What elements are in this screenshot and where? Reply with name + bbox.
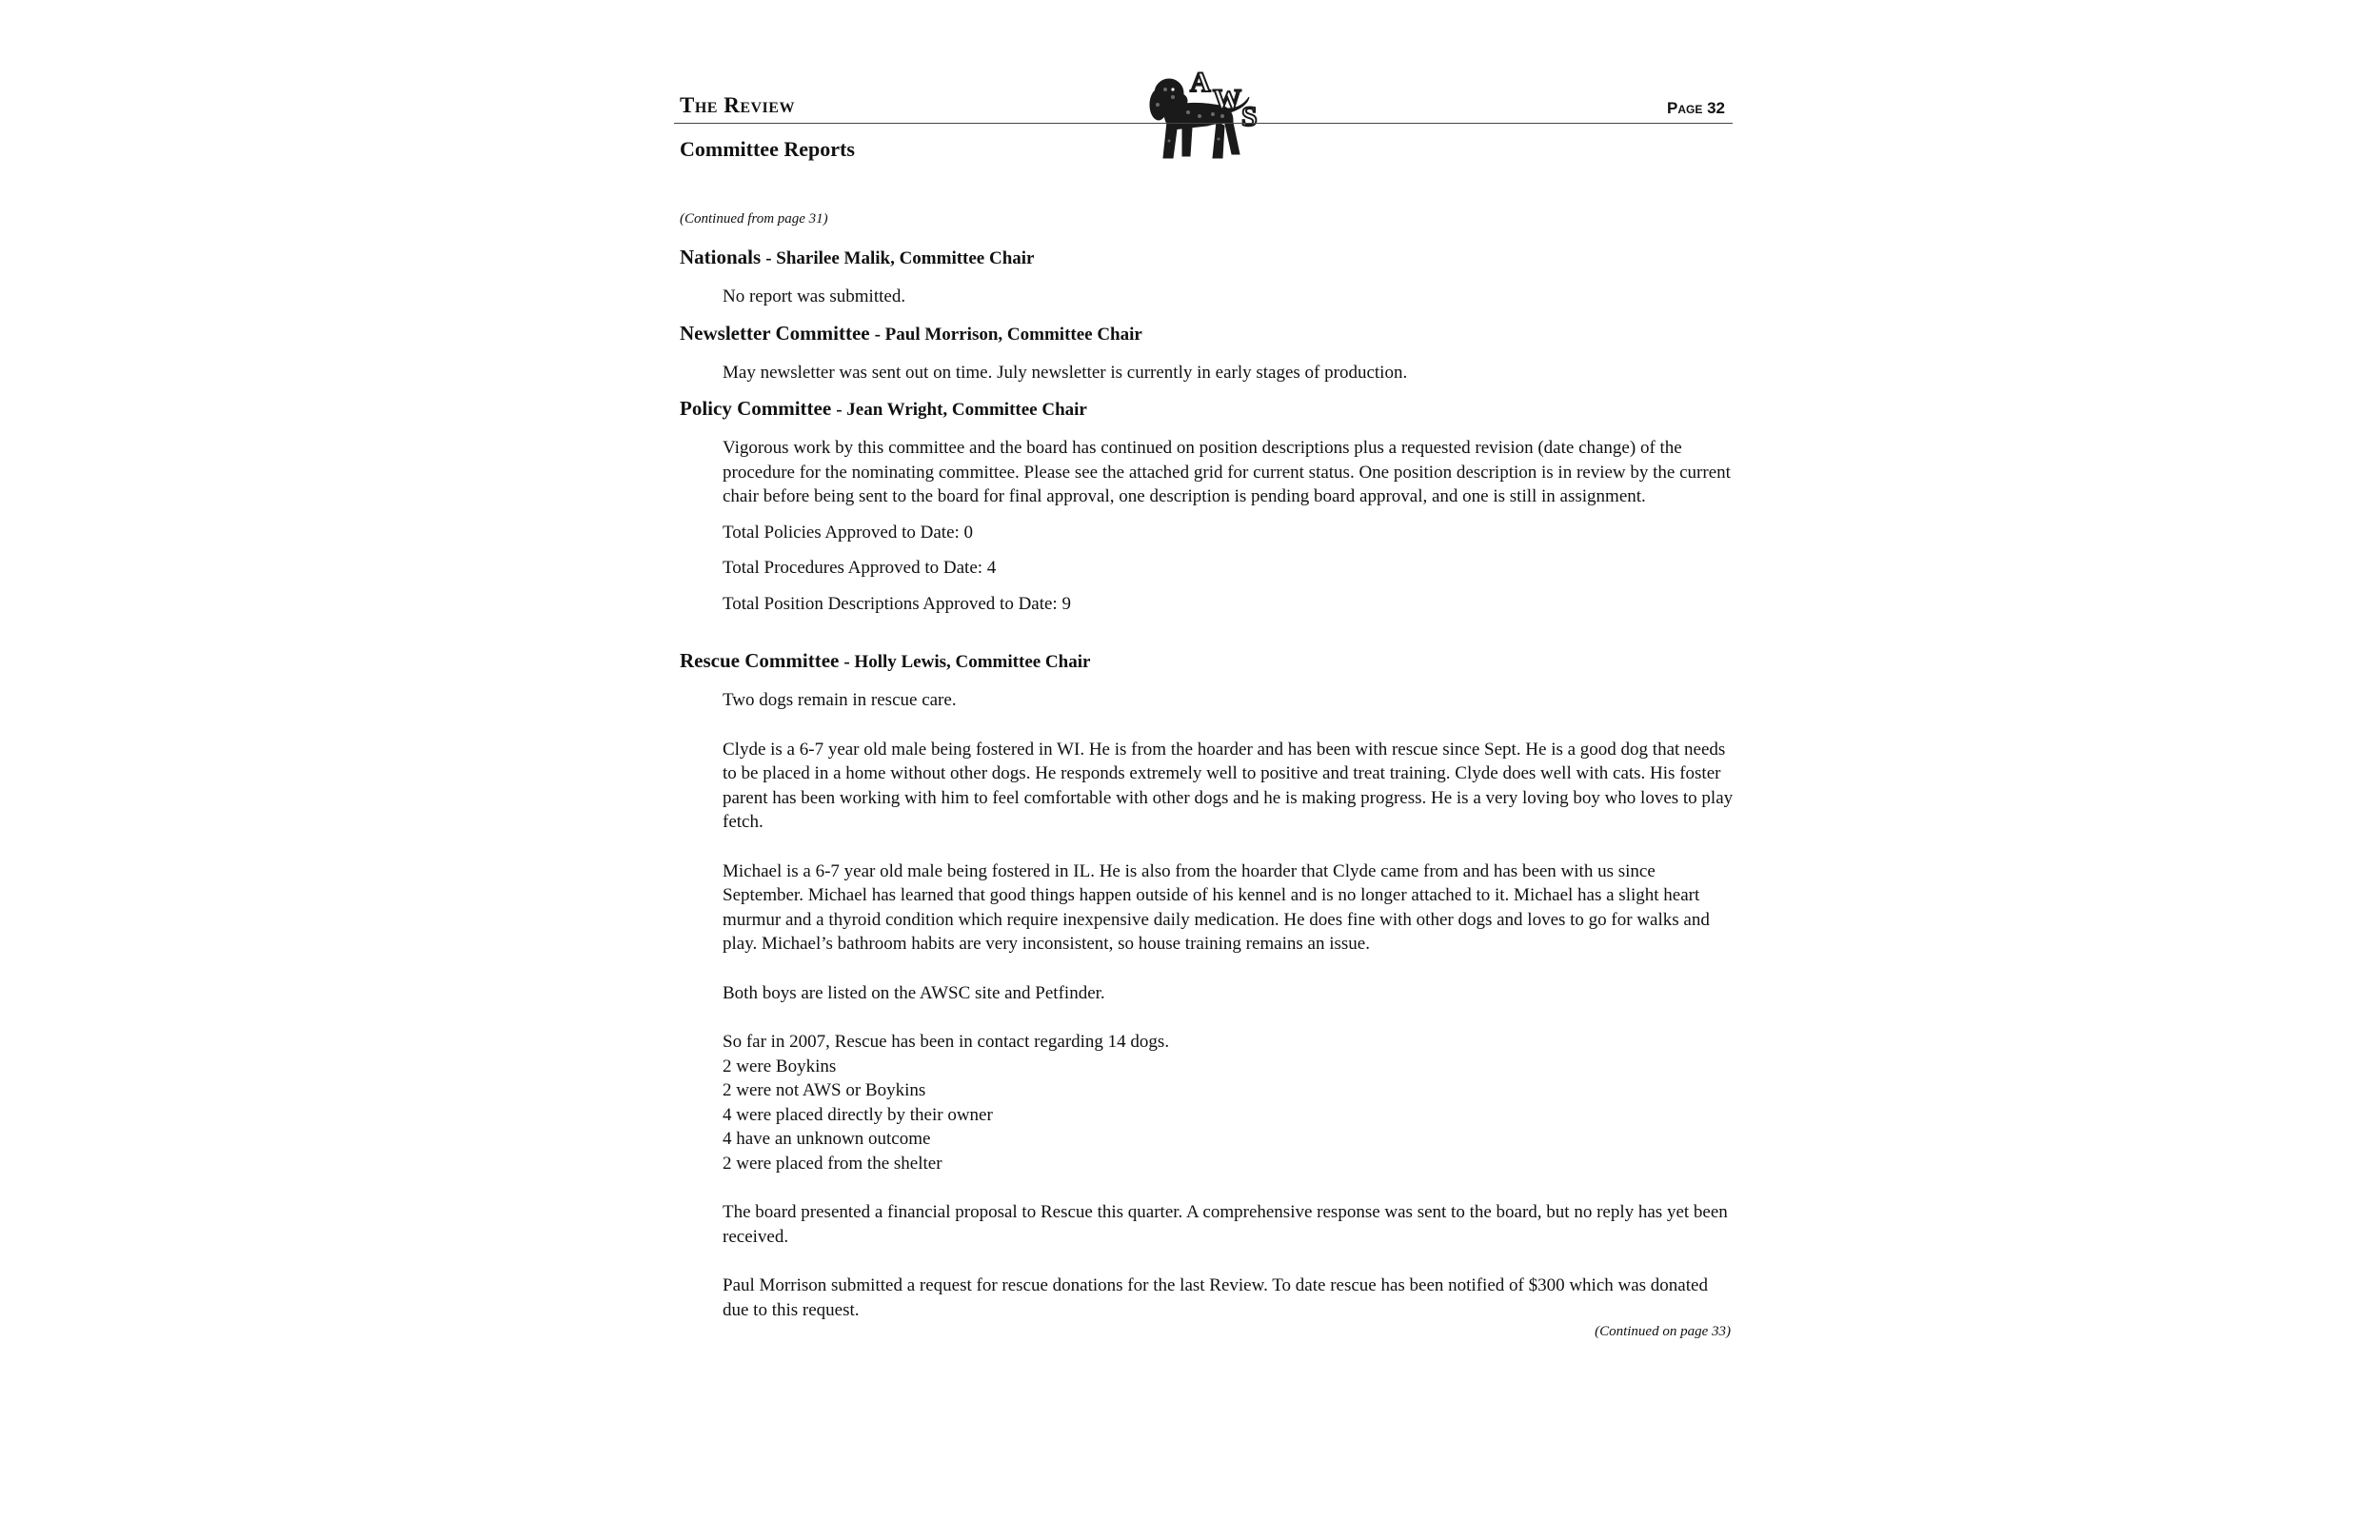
committee-name: Rescue Committee [680, 649, 840, 672]
svg-text:S: S [1241, 101, 1258, 132]
list-item: 2 were not AWS or Boykins [723, 1080, 926, 1100]
financial-proposal-paragraph: The board presented a financial proposal to Rescue this quarter. A comprehensive response was sent to the board, but no reply has yet been received. [723, 1202, 1728, 1247]
committee-nationals [680, 245, 1735, 309]
svg-text:W: W [1213, 84, 1241, 115]
committee-chair: - Holly Lewis, Committee Chair [843, 652, 1091, 672]
committee-name: Nationals [680, 246, 762, 268]
committee-newsletter [680, 321, 1735, 385]
committee-chair: - Jean Wright, Committee Chair [836, 400, 1087, 420]
committee-name: Policy Committee [680, 397, 832, 420]
committee-name: Newsletter Committee [680, 321, 870, 345]
committee-chair: - Sharilee Malik, Committee Chair [765, 248, 1035, 268]
michael-paragraph: Michael is a 6-7 year old male being fostered in IL. He is also from the hoarder that Clyde came from and has been with us since September. Michael has learned that good things happen outside of his kennel and is no longer attached to it. Michael has a slight heart murmur and a thyroid condition which require inexpensive daily medication. He does fine with other dogs and loves to go for walks and play. Michael’s bathroom habits are very inconsistent, so house training remains an issue. [723, 860, 1710, 954]
dog-outcome-list [723, 1055, 1735, 1176]
policies-total: Total Policies Approved to Date: 0 [723, 522, 974, 543]
report-paragraph: May newsletter was sent out on time. July newsletter is currently in early stages of production. [723, 362, 1408, 383]
report-paragraph: Two dogs remain in rescue care. [723, 690, 957, 710]
report-paragraph: Vigorous work by this committee and the board has continued on position descriptions plus a requested revision (date change) of the procedure for the nominating committee. Please see the attached grid for current status. One position description is in review by the current chair before being sent to the board for final approval, one description is pending board approval, and one is still in assignment. [723, 438, 1731, 506]
continued-from-note: (Continued from page 31) [680, 211, 828, 227]
list-item: 4 have an unknown outcome [723, 1129, 931, 1149]
section-title: Committee Reports [680, 137, 855, 161]
page-header [666, 0, 1742, 171]
committee-heading [680, 648, 1735, 675]
report-body [680, 211, 1735, 1340]
committee-heading [680, 245, 1735, 271]
document-page [666, 0, 1742, 1540]
position-descriptions-total: Total Position Descriptions Approved to Date: 9 [723, 593, 1071, 614]
list-item: 2 were Boykins [723, 1056, 837, 1076]
committee-chair: - Paul Morrison, Committee Chair [874, 324, 1142, 345]
committee-heading [680, 396, 1735, 423]
contact-summary: So far in 2007, Rescue has been in contact regarding 14 dogs. [723, 1032, 1170, 1052]
journal-title: The Review [680, 93, 795, 117]
svg-text:A: A [1190, 67, 1211, 98]
listing-paragraph: Both boys are listed on the AWSC site and Petfinder. [723, 982, 1105, 1003]
donations-paragraph: Paul Morrison submitted a request for rescue donations for the last Review. To date rescue has been notified of $300 which was donated due to this request. [723, 1275, 1708, 1320]
water-spaniel-dog-icon [1140, 63, 1274, 169]
clyde-paragraph: Clyde is a 6-7 year old male being fostered in WI. He is from the hoarder and has been with rescue since Sept. He is a good dog that needs to be placed in a home without other dogs. He responds extremely well to positive and treat training. Clyde does well with cats. His foster parent has been working with him to feel comfortable with other dogs and he is making progress. He is a very loving boy who loves to play fetch. [723, 739, 1734, 832]
header-rule [674, 123, 1733, 124]
procedures-total: Total Procedures Approved to Date: 4 [723, 558, 997, 578]
page-number: Page 32 [1667, 99, 1725, 117]
committee-policy [680, 396, 1735, 616]
list-item: 4 were placed directly by their owner [723, 1104, 993, 1125]
list-item: 2 were placed from the shelter [723, 1153, 942, 1174]
committee-rescue [680, 648, 1735, 1322]
report-paragraph: No report was submitted. [723, 286, 906, 306]
continued-on-note: (Continued on page 33) [1595, 1324, 1731, 1339]
committee-heading [680, 321, 1735, 347]
